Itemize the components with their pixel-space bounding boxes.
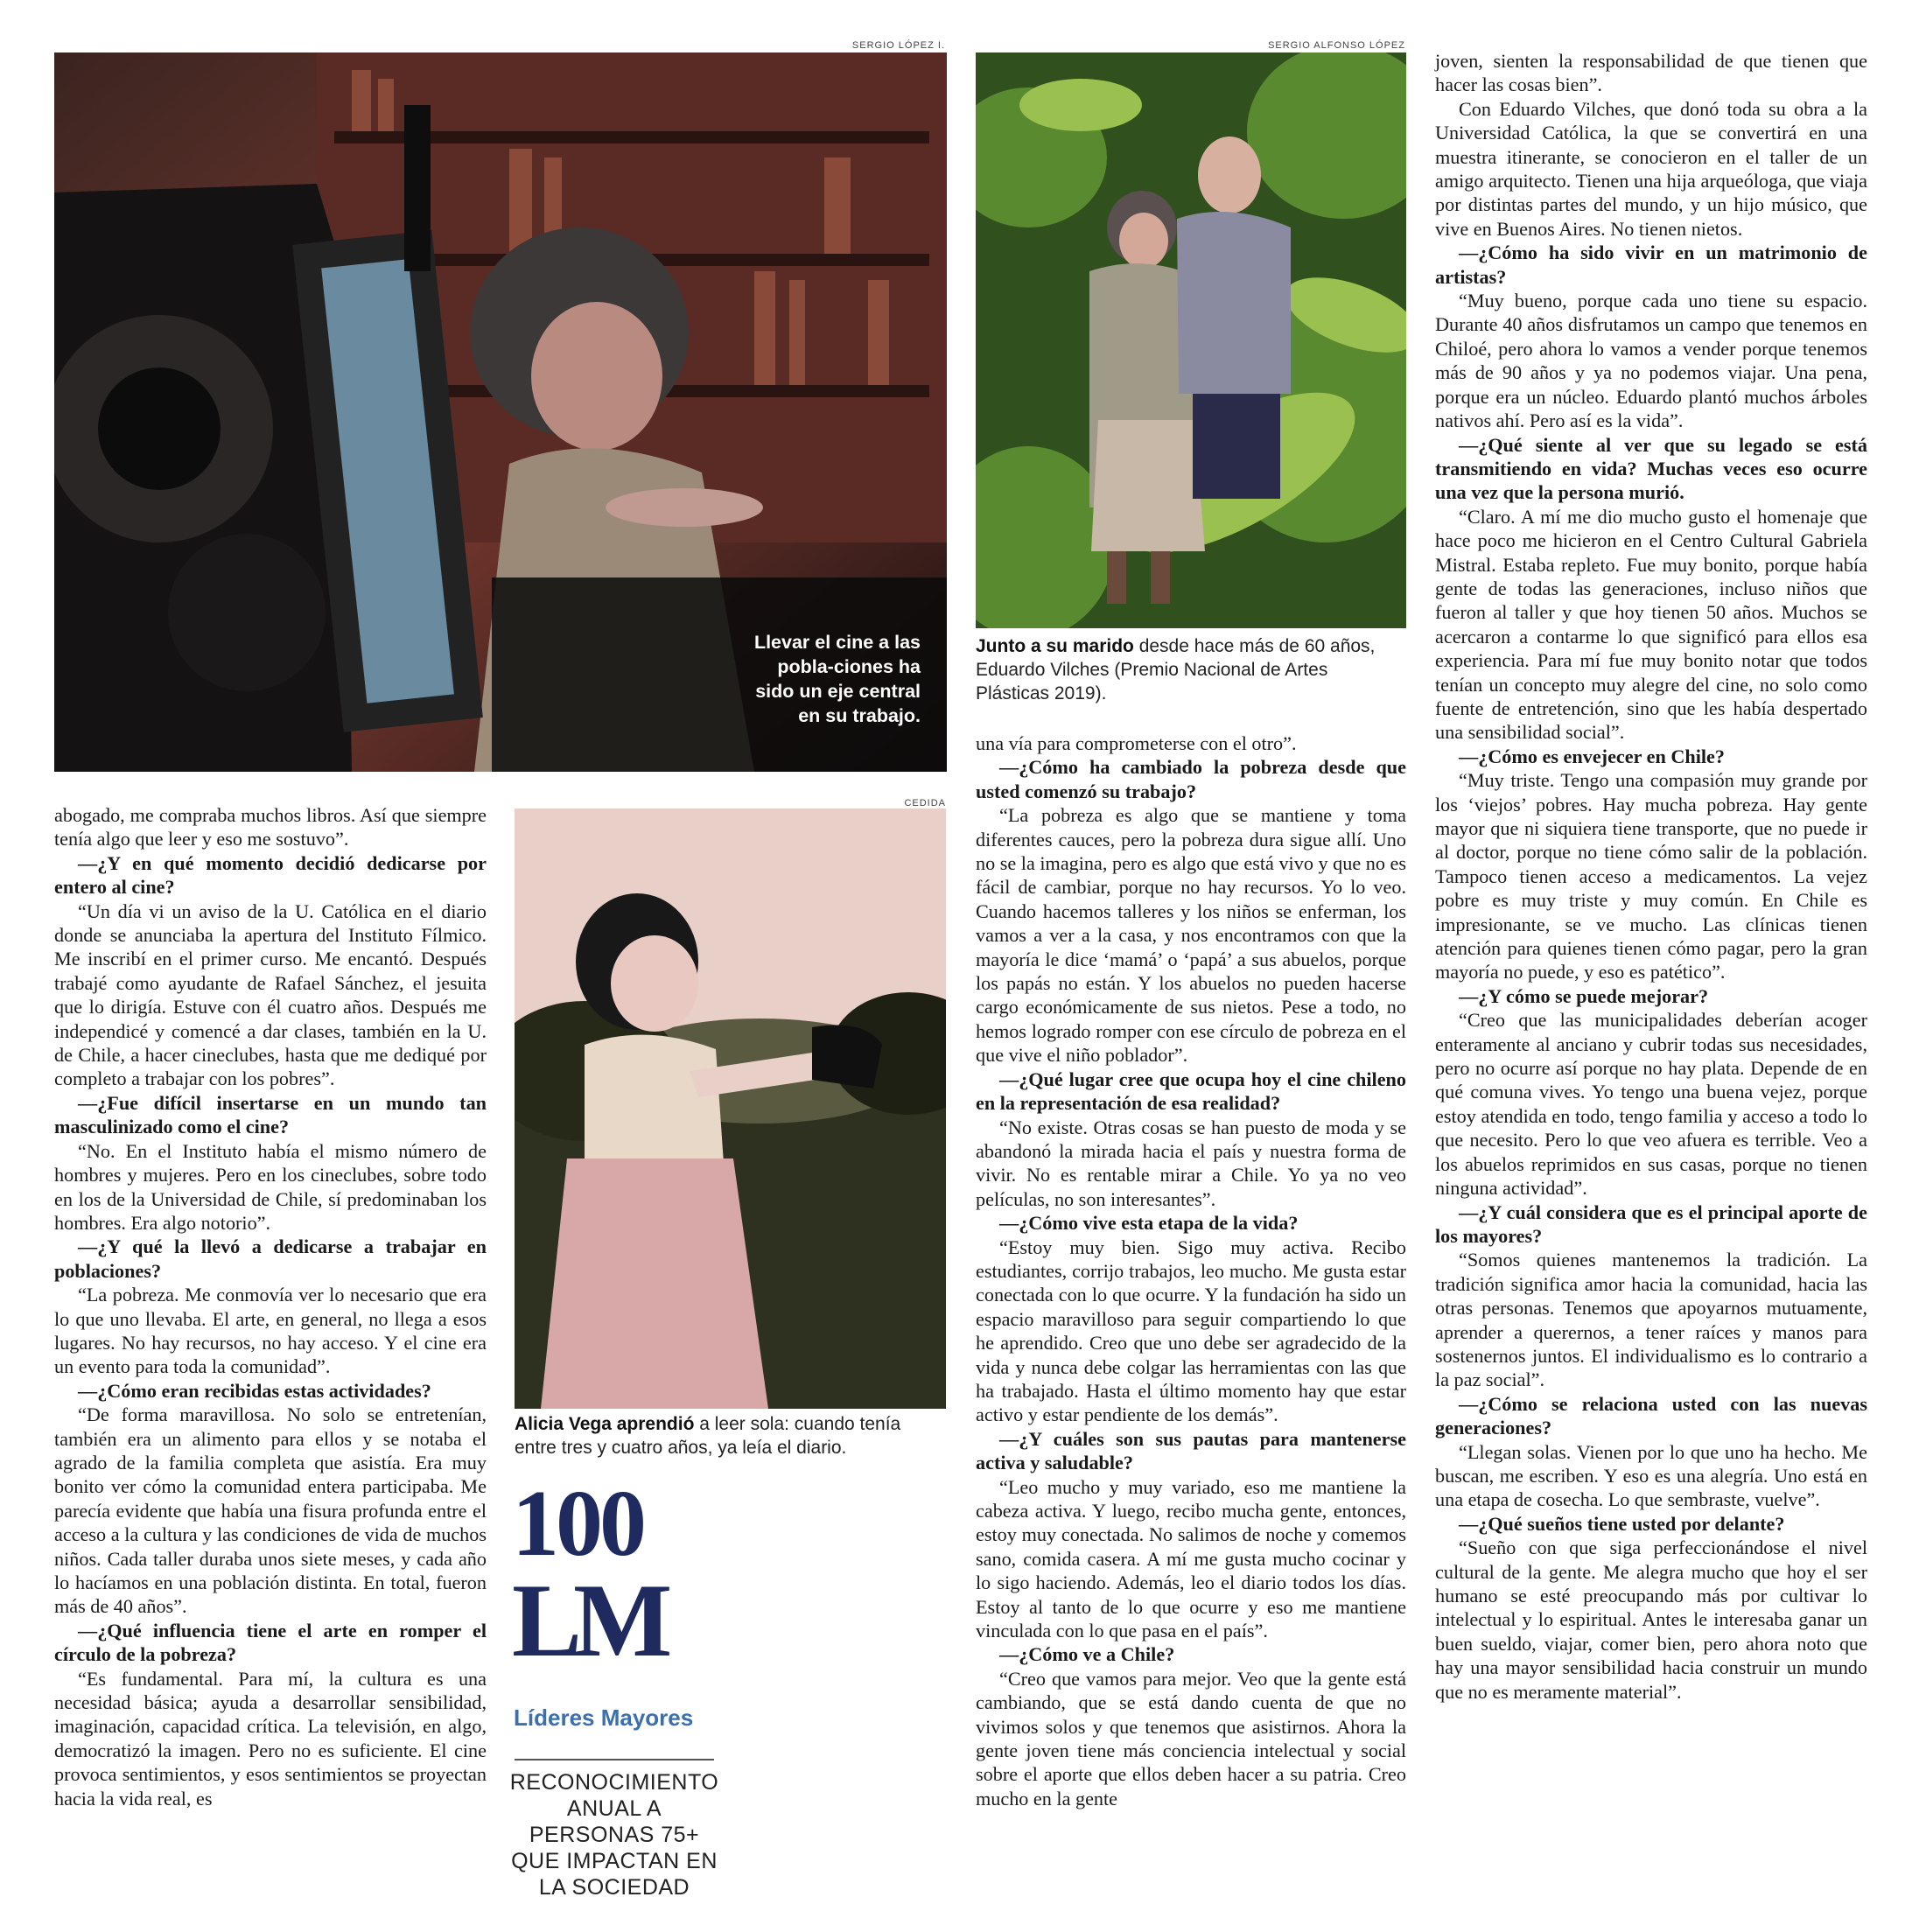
paragraph: “Un día vi un aviso de la U. Católica en el diario donde se anunciaba la apertura del Instituto Fílmico. Me inscribí en el primer curso. Me encantó. Después trabajé como ayudante de Rafael Sánchez, el jesuita que lo dirigía. Estuve con él cuatro años. Después me independicé y comencé a dar clases, también en la U. de Chile, a hacer cineclubes, hasta que me dediqué por completo a trabajar con los pobres”. (54, 900, 487, 1090)
paragraph: “No existe. Otras cosas se han puesto de moda y se abandonó la mirada hacia el país y nuestra forma de vivir. No es rentable mirar a Chile. Yo ya no veo películas, no son interesantes”. (976, 1116, 1406, 1210)
child-photo-image (515, 808, 946, 1409)
child-photo-caption (515, 1412, 946, 1460)
interview-question: —¿Qué siente al ver que su legado se está transmitiendo en vida? Muchas veces eso ocurre una vez que la persona murió. (1435, 433, 1867, 504)
couple-photo (976, 52, 1406, 628)
interview-question: —¿Cómo ha sido vivir en un matrimonio de artistas? (1435, 242, 1867, 288)
paragraph: “Creo que las municipalidades deberían acoger enteramente al anciano y cubrir todas sus necesidades, pero no ocurre así porque no hay plata. Depende de en qué comuna vives. Yo tengo una buena vejez, porque estoy atendida en todo, tengo familia y acceso a todo lo que necesito. Pero lo que veo afuera es terrible. Veo a los abuelos reprimidos en sus casas, porque no tienen ninguna actividad”. (1435, 1009, 1867, 1200)
paragraph: joven, sienten la responsabilidad de que tienen que hacer las cosas bien”. (1435, 50, 1867, 96)
couple-caption-bold: Junto a su marido (976, 636, 1134, 656)
paragraph: “Claro. A mí me dio mucho gusto el homenaje que hace poco me hicieron en el Centro Cultural Gabriela Mistral. Estaba repleto. Fue muy bonito, porque había gente de todas las generaciones, incluso niños que fueron al taller y que hoy tienen 50 años. Muchos se acercaron a contarme lo que significó para ellos esa experiencia. Para mí fue muy bonito notar que todos tenían un concepto muy alegre del cine, no solo como fuente de entretención, sino que les había despertado una sensibilidad social”. (1435, 505, 1867, 744)
column-1-body (54, 803, 487, 1810)
photo-credit-main: SERGIO LÓPEZ I. (851, 40, 945, 51)
interview-question: —¿Cómo ve a Chile? (999, 1643, 1175, 1666)
couple-photo-image (976, 52, 1406, 628)
interview-question: —¿Cómo es envejecer en Chile? (1459, 745, 1725, 767)
article-column-1 (54, 803, 487, 1810)
couple-photo-caption (976, 634, 1406, 705)
interview-question: —¿Cómo vive esta etapa de la vida? (999, 1212, 1299, 1235)
child-caption-bold: Alicia Vega aprendió (515, 1414, 695, 1434)
paragraph: Con Eduardo Vilches, que donó toda su obra a la Universidad Católica, la que se convertirá en una muestra itinerante, se conocieron en el taller de un amigo arquitecto. Tienen una hija arqueóloga, que viaja por distintas partes del mundo, y un hijo músico, que vive en Buenos Aires. No tienen nietos. (1435, 97, 1867, 240)
interview-question: —¿Cómo ha cambiado la pobreza desde que usted comenzó su trabajo? (976, 756, 1406, 802)
photo-credit-child: CEDIDA (904, 798, 946, 808)
paragraph: “Leo mucho y muy variado, eso me mantiene la cabeza activa. Y luego, recibo mucha gente, entonces, estoy muy conectada. No salimos de noche y comemos sano, comida casera. A mí me gusta mucho cocinar y lo sigo haciendo. Además, leo el diario todos los días. Estoy al tanto de lo que ocurre y eso me mantiene vinculada con lo que pasa en el país”. (976, 1475, 1406, 1642)
logo-tagline: RECONOCIMIENTO ANUAL A PERSONAS 75+ QUE IMPACTAN EN LA SOCIEDAD (509, 1770, 719, 1900)
interview-question: —¿Qué lugar cree que ocupa hoy el cine chileno en la representación de esa realidad? (976, 1068, 1406, 1115)
paragraph: “La pobreza es algo que se mantiene y toma diferentes cauces, pero la pobreza dura sigue allí. Uno no se la imagina, pero es algo que está vivo y que no es fácil de cambiar, porque no hay recursos. Yo lo veo. Cuando hacemos talleres y los niños se enferman, los vamos a ver a la casa, y nos encontramos con que la mayoría le dice ‘mamá’ o ‘papá’ a sus abuelos, porque los papás no están. Y los abuelos no pueden hacerse cargo económicamente de sus nietos. Pese a todo, no hemos logrado romper con ese círculo de pobreza en el que vive el niño poblador”. (976, 804, 1406, 1067)
interview-question: —¿Y cómo se puede mejorar? (1459, 984, 1709, 1007)
paragraph: “Es fundamental. Para mí, la cultura es una necesidad básica; ayuda a desarrollar sensibilidad, imaginación, capacidad crítica. La televisión, en algo, democratizó la imagen. Pero no es suficiente. El cine provoca sentimientos, y esos sentimientos se proyectan hacia la vida real, es (54, 1667, 487, 1810)
paragraph: “Somos quienes mantenemos la tradición. La tradición significa amor hacia la comunidad, hacia las otras personas. Tenemos que apoyarnos mutuamente, aprender a querernos, a tener raíces y manos para sostenernos juntos. El individualismo es lo contrario a la paz social”. (1435, 1249, 1867, 1391)
paragraph: “Creo que vamos para mejor. Veo que la gente está cambiando, que se está dando cuenta de que no vivimos solos y que tenemos que asistirnos. Ahora la gente joven tiene más conciencia intelectual y social sobre el aporte que ellos deben hacer a su patria. Creo mucho en la gente (976, 1667, 1406, 1810)
couple-caption-rest: desde hace más de 60 años, Eduardo Vilches (Premio Nacional de Artes Plásticas 2019). (976, 636, 1376, 704)
article-column-4 (1435, 49, 1867, 1704)
paragraph: “La pobreza. Me conmovía ver lo necesario que era lo que uno llevaba. El arte, en general, no llega a esos lugares. No hay recursos, no hay acceso. Y el cine era un evento para toda la comunidad”. (54, 1284, 487, 1378)
interview-question: —¿Y qué la llevó a dedicarse a trabajar en poblaciones? (54, 1236, 487, 1282)
interview-question: —¿Y cuáles son sus pautas para mantenerse activa y saludable? (976, 1427, 1406, 1474)
interview-question: —¿Fue difícil insertarse en un mundo tan masculinizado como el cine? (54, 1091, 487, 1138)
interview-question: —¿Y cuál considera que es el principal aporte de los mayores? (1435, 1200, 1867, 1247)
interview-question: —¿Cómo eran recibidas estas actividades? (78, 1379, 431, 1402)
lideres-mayores-logo (512, 1472, 722, 1732)
logo-divider (515, 1759, 714, 1760)
paragraph: una vía para comprometerse con el otro”. (976, 732, 1297, 754)
paragraph: “Llegan solas. Vienen por lo que uno ha hecho. Me buscan, me escriben. Y eso es una alegría. Uno está en una etapa de cosecha. Lo que sembraste, vuelve”. (1435, 1440, 1867, 1511)
paragraph: “Sueño con que siga perfeccionándose el nivel cultural de la gente. Me alegra mucho que hoy el ser humano se esté preocupando más por cultivar lo intelectual y lo espiritual. Antes le interesaba ganar un buen sueldo, viajar, comer bien, pero ahora noto que hay una mayor sensibilidad hacia construir un mundo que no es meramente material”. (1435, 1536, 1867, 1703)
article-column-3 (976, 732, 1406, 1810)
paragraph: “Muy triste. Tengo una compasión muy grande por los ‘viejos’ pobres. Hay mucha pobreza. Hay gente mayor que ni siquiera tiene transporte, que no puede ir al doctor, porque no tiene cómo salir de la población. Tampoco tienen acceso a medicamentos. La vejez pobre es muy triste y muy común. En Chile es impresionante, se ve mucho. Las clínicas tienen atención para quienes tienen cómo pagar, pero la gran mayoría no puede, y eso es patético”. (1435, 769, 1867, 984)
logo-number: 100 (512, 1472, 643, 1576)
main-photo-caption: Llevar el cine a las pobla-ciones ha sido un eje central en su trabajo. (753, 632, 921, 726)
logo-letters: LM (512, 1562, 664, 1678)
interview-question: —¿Cómo se relaciona usted con las nuevas generaciones? (1435, 1392, 1867, 1439)
interview-question: —¿Y en qué momento decidió dedicarse por entero al cine? (54, 851, 487, 899)
child-photo (515, 808, 946, 1409)
child-caption-rest: a leer sola: cuando tenía entre tres y cuatro años, ya leía el diario. (515, 1414, 901, 1458)
column-3-body (976, 732, 1406, 1810)
paragraph: “De forma maravillosa. No solo se entretenían, también era un alimento para ellos y se notaba el agrado de la familia completa que asistía. Era muy bonito ver cómo la comunidad entera participaba. Me parecía evidente que había una fisura profunda entre el acceso a la cultura y las condiciones de vida de muchos niños. Cada taller duraba unos siete meses, y cada año lo hacíamos en una población distinta. En total, fueron más de 40 años”. (54, 1404, 487, 1618)
logo-name: Líderes Mayores (514, 1704, 694, 1731)
interview-question: —¿Qué sueños tiene usted por delante? (1459, 1512, 1785, 1535)
column-4-body (1435, 49, 1867, 1704)
main-photo (54, 52, 947, 772)
paragraph: abogado, me compraba muchos libros. Así que siempre tenía algo que leer y eso me sostuvo”. (54, 804, 487, 850)
paragraph: “Estoy muy bien. Sigo muy activa. Recibo estudiantes, corrijo trabajos, leo mucho. Me gusta estar conectada con lo que ocurre. Y la fundación ha sido un espacio maravilloso para seguir compartiendo lo que he aprendido. Creo que uno debe ser agradecido de la vida y nunca debe colgar las herramientas con las que ha trabajado. Hasta el último momento hay que estar activo y estar pendiente de los demás”. (976, 1236, 1406, 1426)
paragraph: “No. En el Instituto había el mismo número de hombres y mujeres. Pero en los cineclubes, sobre todo en los de la Universidad de Chile, sí predominaban los hombres. Era algo notorio”. (54, 1139, 487, 1234)
photo-credit-couple: SERGIO ALFONSO LÓPEZ (1268, 40, 1405, 51)
interview-question: —¿Qué influencia tiene el arte en romper el círculo de la pobreza? (54, 1619, 487, 1666)
paragraph: “Muy bueno, porque cada uno tiene su espacio. Durante 40 años disfrutamos un campo que tenemos en Chiloé, pero ahora lo vamos a vender porque tenemos más de 90 años y ya no podemos viajar. Una pena, porque era un núcleo. Eduardo plantó muchos árboles nativos ahí. Pero así es la vida”. (1435, 290, 1867, 432)
